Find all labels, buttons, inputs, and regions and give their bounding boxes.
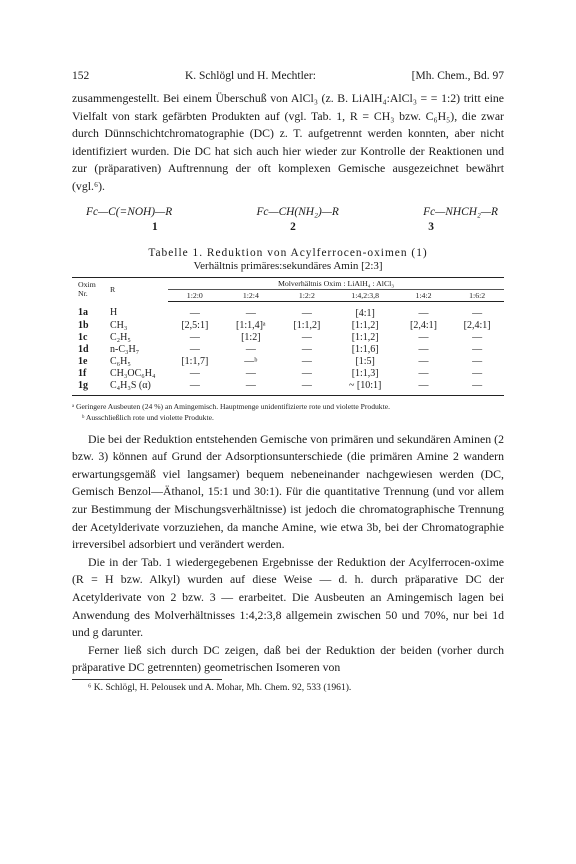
row-substituent: CH₃OC₆H₄ [110,367,156,379]
header-journal: [Mh. Chem., Bd. 97 [411,70,504,82]
row-substituent: C₆H₅ [110,355,131,367]
formula-number-1: 1 [152,220,158,233]
paragraph-2: Die in der Tab. 1 wiedergegebenen Ergebnisse der Reduktion der Acylferrocen-oxime (R = H bzw. Alkyl) wurden auf diese Weise — d. h. durch präparative DC der Acetylderivate von 2 bzw. 3 — erarbeitet. Die Ausbeuten an Amingemisch lagen bei Anwendung des Molverhältnisses 1:4,2:3,8 allgemein zwischen 50 und 70%, nur bei 1d und g darunter. [72,554,504,640]
intro-paragraph: zusammengestellt. Bei einem Überschuß von AlCl₃ (z. B. LiAlH₄:AlCl₃ = = 1:2) tritt eine Vielfalt von stark gefärbten Produkten auf (vgl. Tab. 1, R = CH₃ bzw. C₆H₅), die zwar durch Dünnschichtchromatographie (DC) z. T. aufgetrennt werden konnten, aber nicht identifiziert wurden. Die DC hat sich auch hier wieder zur Kontrolle der Reaktionen und zur (präparativen) Auftrennung der oft komplexen Gemische ausgezeichnet bewährt (vgl.⁶). [72,91,504,193]
formula-row [72,206,504,218]
table-footnote-a: ᵃ Geringere Ausbeuten (24 %) an Amingemisch. Hauptmenge unidentifizierte rote und violette Produkte. [72,401,390,411]
ratio-cell: — [301,355,312,367]
row-substituent: C₄H₃S (α) [108,379,168,395]
col-oxim-header: Oxim Nr. [72,277,108,301]
formula-number-3: 3 [428,220,434,233]
ratio-column-header: 1:4:2 [397,289,451,301]
running-header [72,70,504,88]
ratio-cell: [2,5:1] [181,319,209,331]
table-row [72,367,504,379]
ratio-cell: [1:1,4]ᵃ [235,319,266,331]
ratio-column-header: 1:4,2:3,8 [334,289,397,301]
ratio-cell: — [418,307,429,319]
row-oxim-number: 1g [72,379,108,395]
page-number: 152 [72,70,90,82]
table-row [72,355,504,367]
table-footnote-b: ᵇ Ausschließlich rote und violette Produkte. [82,412,214,422]
ratio-cell: [1:2] [241,331,261,343]
table-row [72,379,504,395]
ratio-cell: —ᵇ [244,355,258,367]
row-oxim-number: 1b [78,319,89,331]
ratio-cell: — [168,379,222,395]
table-caption: Tabelle 1. Reduktion von Acylferrocen-oximen (1) [148,246,428,259]
paragraph-3: Ferner ließ sich durch DC zeigen, daß bei der Reduktion der beiden (vorher durch präparative DC getrennten) geometrischen Isomeren von [72,642,504,675]
ratio-cell: [2,4:1] [463,319,491,331]
formula-3: Fc—NHCH₂—R [423,205,498,218]
table-row [72,331,504,343]
formula-number-2: 2 [290,220,296,233]
ratio-cell: — [222,379,280,395]
ratio-cell: — [301,343,312,355]
ratio-cell: [1:1,7] [181,355,209,367]
ratio-cell: — [189,367,200,379]
table-row [72,319,504,331]
formula-2: Fc—CH(NH₂)—R [256,205,339,218]
footnote-6: ⁶ K. Schlögl, H. Pelousek und A. Mohar, Mh. Chem. 92, 533 (1961). [88,681,352,693]
table-row [72,301,504,319]
header-authors: K. Schlögl und H. Mechtler: [184,70,316,82]
ratio-cell: — [450,379,504,395]
ratio-cell: ~ [10:1] [334,379,397,395]
ratio-cell: — [418,355,429,367]
ratio-column-header: 1:6:2 [450,289,504,301]
page [72,70,504,693]
ratio-cell: — [397,379,451,395]
col-r-header: R [108,277,168,301]
row-oxim-number: 1e [78,355,88,367]
ratio-cell: [4:1] [355,307,375,319]
paragraph-1: Die bei der Reduktion entstehenden Gemische von primären und sekundären Aminen (2 bzw. 3) können auf Grund der Adsorptionsunterschiede (die primären Amine 2 wandern erwartungsgemäß viel langsamer) bequem nebeneinander nachgewiesen werden (DC, Gemisch Benzol—Äthanol, 15:1 und 30:1). Für die quantitative Trennung (und vor allem zur Bestimmung der Mischungsverhältnisse) ist jedoch die chromatographische Trennung der Acetylderivate vorzuziehen, da manche Amine, wie etwa 3b, bei der Chromatographie irreversibel adsorbiert und verändert werden. [72,431,504,552]
ratio-cell: — [245,307,256,319]
ratio-cell: [2,4:1] [410,319,437,331]
row-substituent: C₂H₅ [110,331,131,343]
results-table [72,277,504,396]
ratio-column-header: 1:2:0 [168,289,222,301]
row-substituent: H [110,307,118,319]
ratio-cell: [1:1,6] [351,343,379,355]
ratio-cell: [1:5] [355,355,375,367]
row-oxim-number: 1c [78,331,88,343]
ratio-cell: — [418,331,429,343]
ratio-column-header: 1:2:2 [280,289,334,301]
ratio-cell: — [189,343,200,355]
ratio-cell: — [189,331,200,343]
ratio-cell: [1:1,2] [351,319,379,331]
ratio-cell: — [472,307,483,319]
ratio-cell: — [472,331,483,343]
molratio-header: Molverhältnis Oxim : LiAlH₄ : AlCl₃ [168,277,504,289]
footnote-rule [72,679,222,680]
ratio-cell: — [301,367,312,379]
row-oxim-number: 1a [78,307,88,319]
ratio-cell: — [245,343,256,355]
ratio-cell: [1:1,2] [351,331,379,343]
formula-numbers [72,221,504,233]
ratio-cell: — [301,307,312,319]
ratio-cell: [1:1,3] [351,367,379,379]
ratio-cell: — [301,331,312,343]
row-oxim-number: 1f [78,367,87,379]
table-subcaption: Verhältnis primäres:sekundäres Amin [2:3] [193,259,383,272]
row-substituent: n-C₃H₇ [110,343,140,355]
ratio-cell: — [280,379,334,395]
row-substituent: CH₃ [110,319,128,331]
ratio-cell: — [189,307,200,319]
ratio-cell: [1:1,2] [293,319,321,331]
formula-1: Fc—C(=NOH)—R [86,205,173,218]
ratio-cell: — [418,343,429,355]
ratio-cell: — [472,355,483,367]
ratio-cell: — [418,367,429,379]
ratio-cell: — [472,343,483,355]
ratio-cell: — [472,367,483,379]
table-row [72,343,504,355]
row-oxim-number: 1d [78,343,89,355]
ratio-column-header: 1:2:4 [222,289,280,301]
ratio-cell: — [245,367,256,379]
